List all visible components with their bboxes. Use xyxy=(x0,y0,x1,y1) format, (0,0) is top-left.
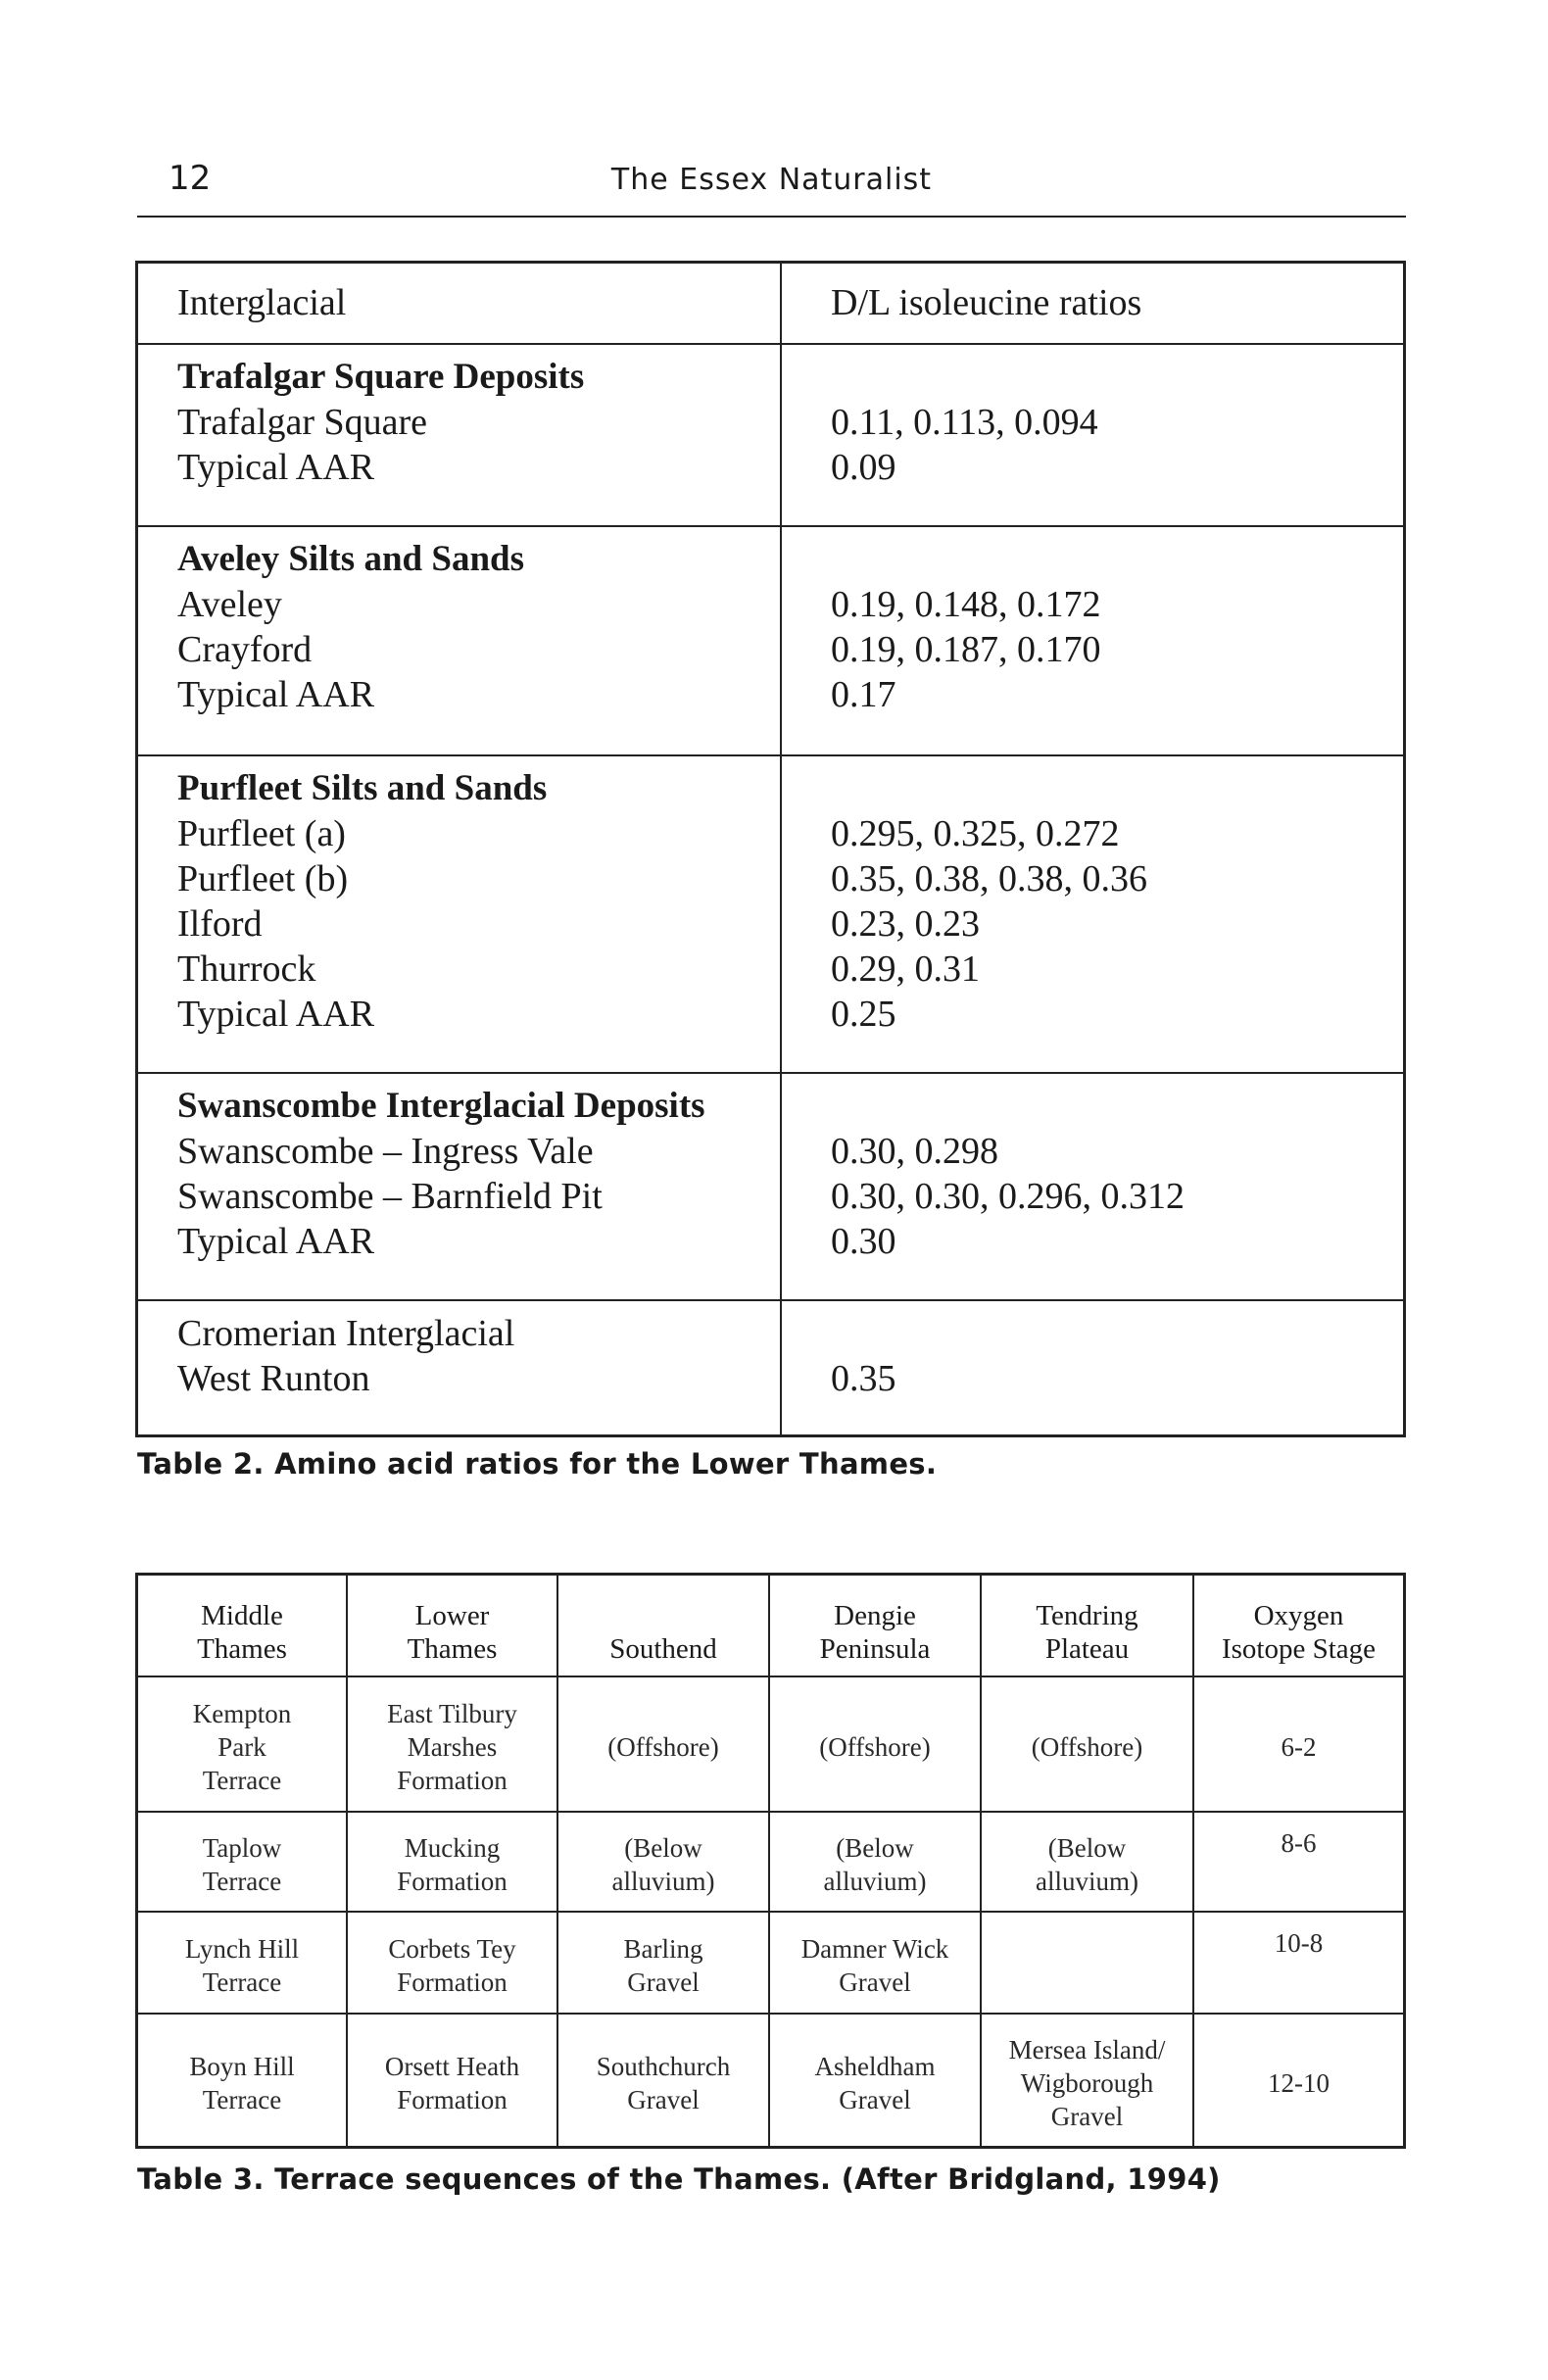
site-name: Trafalgar Square xyxy=(177,402,428,443)
cell-line: Orsett Heath xyxy=(384,2052,520,2081)
cell-line: Mersea Island/ xyxy=(1008,2035,1166,2064)
site-name: Crayford xyxy=(177,629,313,670)
cell-middle-thames xyxy=(138,1813,346,1911)
ratio-values: 0.11, 0.113, 0.094 xyxy=(831,402,1098,443)
ratio-values: 0.09 xyxy=(831,447,896,488)
column-header-southend xyxy=(556,1576,768,1676)
site-name: Typical AAR xyxy=(177,447,375,488)
cell-line: Gravel xyxy=(839,2085,911,2114)
cell-line: Gravel xyxy=(1050,2102,1124,2131)
cell-line: East Tilbury xyxy=(387,1699,517,1728)
cell-line: Marshes xyxy=(407,1732,498,1762)
table-group-aveley xyxy=(138,525,1403,754)
ratio-values: 0.35 xyxy=(831,1358,896,1399)
cell-line: alluvium) xyxy=(611,1867,715,1896)
ratio-values: 0.30, 0.298 xyxy=(831,1131,998,1172)
cell-line: 10-8 xyxy=(1274,1928,1324,1958)
site-name: Swanscombe – Barnfield Pit xyxy=(177,1176,603,1217)
cell-tendring-plateau xyxy=(980,1913,1192,2013)
column-header-tendring-plateau xyxy=(980,1576,1192,1676)
site-name: Swanscombe – Ingress Vale xyxy=(177,1131,594,1172)
cell-oxygen-isotope-stage xyxy=(1192,1677,1403,1811)
column-header-middle-thames xyxy=(138,1576,346,1676)
cell-middle-thames xyxy=(138,2015,346,2146)
cell-line: Kempton xyxy=(192,1699,292,1728)
site-name: Typical AAR xyxy=(177,674,375,715)
ratio-values: 0.19, 0.148, 0.172 xyxy=(831,584,1101,625)
cell-oxygen-isotope-stage xyxy=(1192,2015,1403,2146)
ratio-values: 0.25 xyxy=(831,994,896,1035)
cell-line: Thames xyxy=(407,1633,498,1665)
table-row xyxy=(138,1911,1403,2013)
cell-line: Gravel xyxy=(627,1967,700,1997)
cell-line: (Below xyxy=(836,1833,914,1863)
column-header-ratios: D/L isoleucine ratios xyxy=(831,282,1142,323)
amino-acid-table xyxy=(135,261,1406,1437)
cell-lower-thames xyxy=(346,1913,556,2013)
cell-line: Formation xyxy=(397,2085,508,2114)
cell-line: Dengie xyxy=(834,1600,916,1631)
cell-line: Tendring xyxy=(1036,1600,1138,1631)
table-2-caption: Table 2. Amino acid ratios for the Lower Thames. xyxy=(137,1447,938,1481)
table-3-caption: Table 3. Terrace sequences of the Thames. (After Bridgland, 1994) xyxy=(137,2162,1221,2196)
page-number: 12 xyxy=(169,159,212,198)
group-title: Cromerian Interglacial xyxy=(177,1313,515,1354)
cell-line: Thames xyxy=(197,1633,287,1665)
cell-oxygen-isotope-stage xyxy=(1192,1813,1403,1911)
ratio-values: 0.23, 0.23 xyxy=(831,903,980,945)
cell-line: Terrace xyxy=(202,1967,282,1997)
cell-line: Terrace xyxy=(202,1867,282,1896)
cell-lower-thames xyxy=(346,1677,556,1811)
column-header-oxygen-isotope-stage xyxy=(1192,1576,1403,1676)
table-group-trafalgar xyxy=(138,343,1403,525)
column-header-dengie-peninsula xyxy=(768,1576,980,1676)
cell-tendring-plateau xyxy=(980,1813,1192,1911)
column-header-lower-thames xyxy=(346,1576,556,1676)
cell-line: 12-10 xyxy=(1268,2068,1330,2098)
cell-dengie-peninsula xyxy=(768,1913,980,2013)
ratio-values: 0.30 xyxy=(831,1221,896,1262)
cell-line: (Below xyxy=(624,1833,702,1863)
cell-line: Park xyxy=(218,1732,266,1762)
cell-line: (Offshore) xyxy=(1031,1732,1143,1762)
cell-middle-thames xyxy=(138,1913,346,2013)
cell-lower-thames xyxy=(346,2015,556,2146)
cell-line: alluvium) xyxy=(1036,1867,1138,1896)
cell-line: Mucking xyxy=(404,1833,501,1863)
cell-line: Formation xyxy=(397,1766,508,1795)
cell-dengie-peninsula xyxy=(768,1677,980,1811)
cell-line: Plateau xyxy=(1044,1633,1130,1665)
cell-line: (Offshore) xyxy=(819,1732,931,1762)
cell-line: Taplow xyxy=(202,1833,282,1863)
cell-line: Isotope Stage xyxy=(1221,1633,1377,1665)
cell-line: (Offshore) xyxy=(607,1732,719,1762)
table-header-row xyxy=(138,264,1403,343)
group-title: Aveley Silts and Sands xyxy=(177,539,524,579)
cell-line: Corbets Tey xyxy=(388,1934,516,1964)
site-name: Typical AAR xyxy=(177,1221,375,1262)
cell-lower-thames xyxy=(346,1813,556,1911)
cell-oxygen-isotope-stage xyxy=(1192,1913,1403,2013)
site-name: Thurrock xyxy=(177,948,316,990)
site-name: Aveley xyxy=(177,584,282,625)
ratio-values: 0.30, 0.30, 0.296, 0.312 xyxy=(831,1176,1185,1217)
cell-southend xyxy=(556,1813,768,1911)
ratio-values: 0.35, 0.38, 0.38, 0.36 xyxy=(831,858,1147,899)
site-name: Typical AAR xyxy=(177,994,375,1035)
cell-line: Gravel xyxy=(627,2085,700,2114)
table-group-cromerian xyxy=(138,1299,1403,1434)
site-name: Purfleet (a) xyxy=(177,813,346,854)
cell-line: Formation xyxy=(397,1867,508,1896)
cell-line: Lynch Hill xyxy=(184,1934,300,1964)
running-header xyxy=(137,159,1406,218)
cell-line: (Below xyxy=(1047,1833,1127,1863)
cell-southend xyxy=(556,1913,768,2013)
column-header-interglacial: Interglacial xyxy=(138,264,782,343)
cell-line: Asheldham xyxy=(814,2052,936,2081)
cell-line: Boyn Hill xyxy=(189,2052,295,2081)
ratio-values: 0.29, 0.31 xyxy=(831,948,980,990)
table-header-row xyxy=(138,1576,1403,1676)
cell-line: alluvium) xyxy=(823,1867,927,1896)
cell-line: Gravel xyxy=(839,1967,911,1997)
group-title: Purfleet Silts and Sands xyxy=(177,768,548,808)
table-row xyxy=(138,2013,1403,2146)
cell-line: Formation xyxy=(397,1967,508,1997)
cell-line: Lower xyxy=(414,1600,490,1631)
cell-line: 8-6 xyxy=(1281,1828,1317,1858)
cell-tendring-plateau xyxy=(980,2015,1192,2146)
cell-dengie-peninsula xyxy=(768,2015,980,2146)
cell-line: Damner Wick xyxy=(800,1934,949,1964)
site-name: Ilford xyxy=(177,903,263,945)
cell-line: Southend xyxy=(609,1633,717,1665)
group-title: Trafalgar Square Deposits xyxy=(177,357,585,397)
cell-southend xyxy=(556,2015,768,2146)
cell-line: Middle xyxy=(201,1600,283,1631)
site-name: West Runton xyxy=(177,1358,370,1399)
cell-line: Southchurch xyxy=(596,2052,731,2081)
table-row xyxy=(138,1676,1403,1811)
cell-line: Terrace xyxy=(202,1766,282,1795)
cell-southend xyxy=(556,1677,768,1811)
table-group-purfleet xyxy=(138,754,1403,1072)
table-group-swanscombe xyxy=(138,1072,1403,1299)
cell-line: Barling xyxy=(623,1934,703,1964)
site-name: Purfleet (b) xyxy=(177,858,349,899)
terrace-sequence-table xyxy=(135,1573,1406,2149)
cell-line: Oxygen xyxy=(1253,1600,1344,1631)
ratio-values: 0.295, 0.325, 0.272 xyxy=(831,813,1120,854)
cell-line: 6-2 xyxy=(1281,1732,1317,1762)
journal-title: The Essex Naturalist xyxy=(610,163,933,197)
ratio-values: 0.17 xyxy=(831,674,896,715)
cell-middle-thames xyxy=(138,1677,346,1811)
cell-dengie-peninsula xyxy=(768,1813,980,1911)
cell-line: Wigborough xyxy=(1020,2068,1154,2098)
cell-line: Terrace xyxy=(202,2085,282,2114)
ratio-values: 0.19, 0.187, 0.170 xyxy=(831,629,1101,670)
cell-tendring-plateau xyxy=(980,1677,1192,1811)
table-row xyxy=(138,1811,1403,1911)
group-title: Swanscombe Interglacial Deposits xyxy=(177,1086,705,1126)
cell-line: Peninsula xyxy=(819,1633,931,1665)
